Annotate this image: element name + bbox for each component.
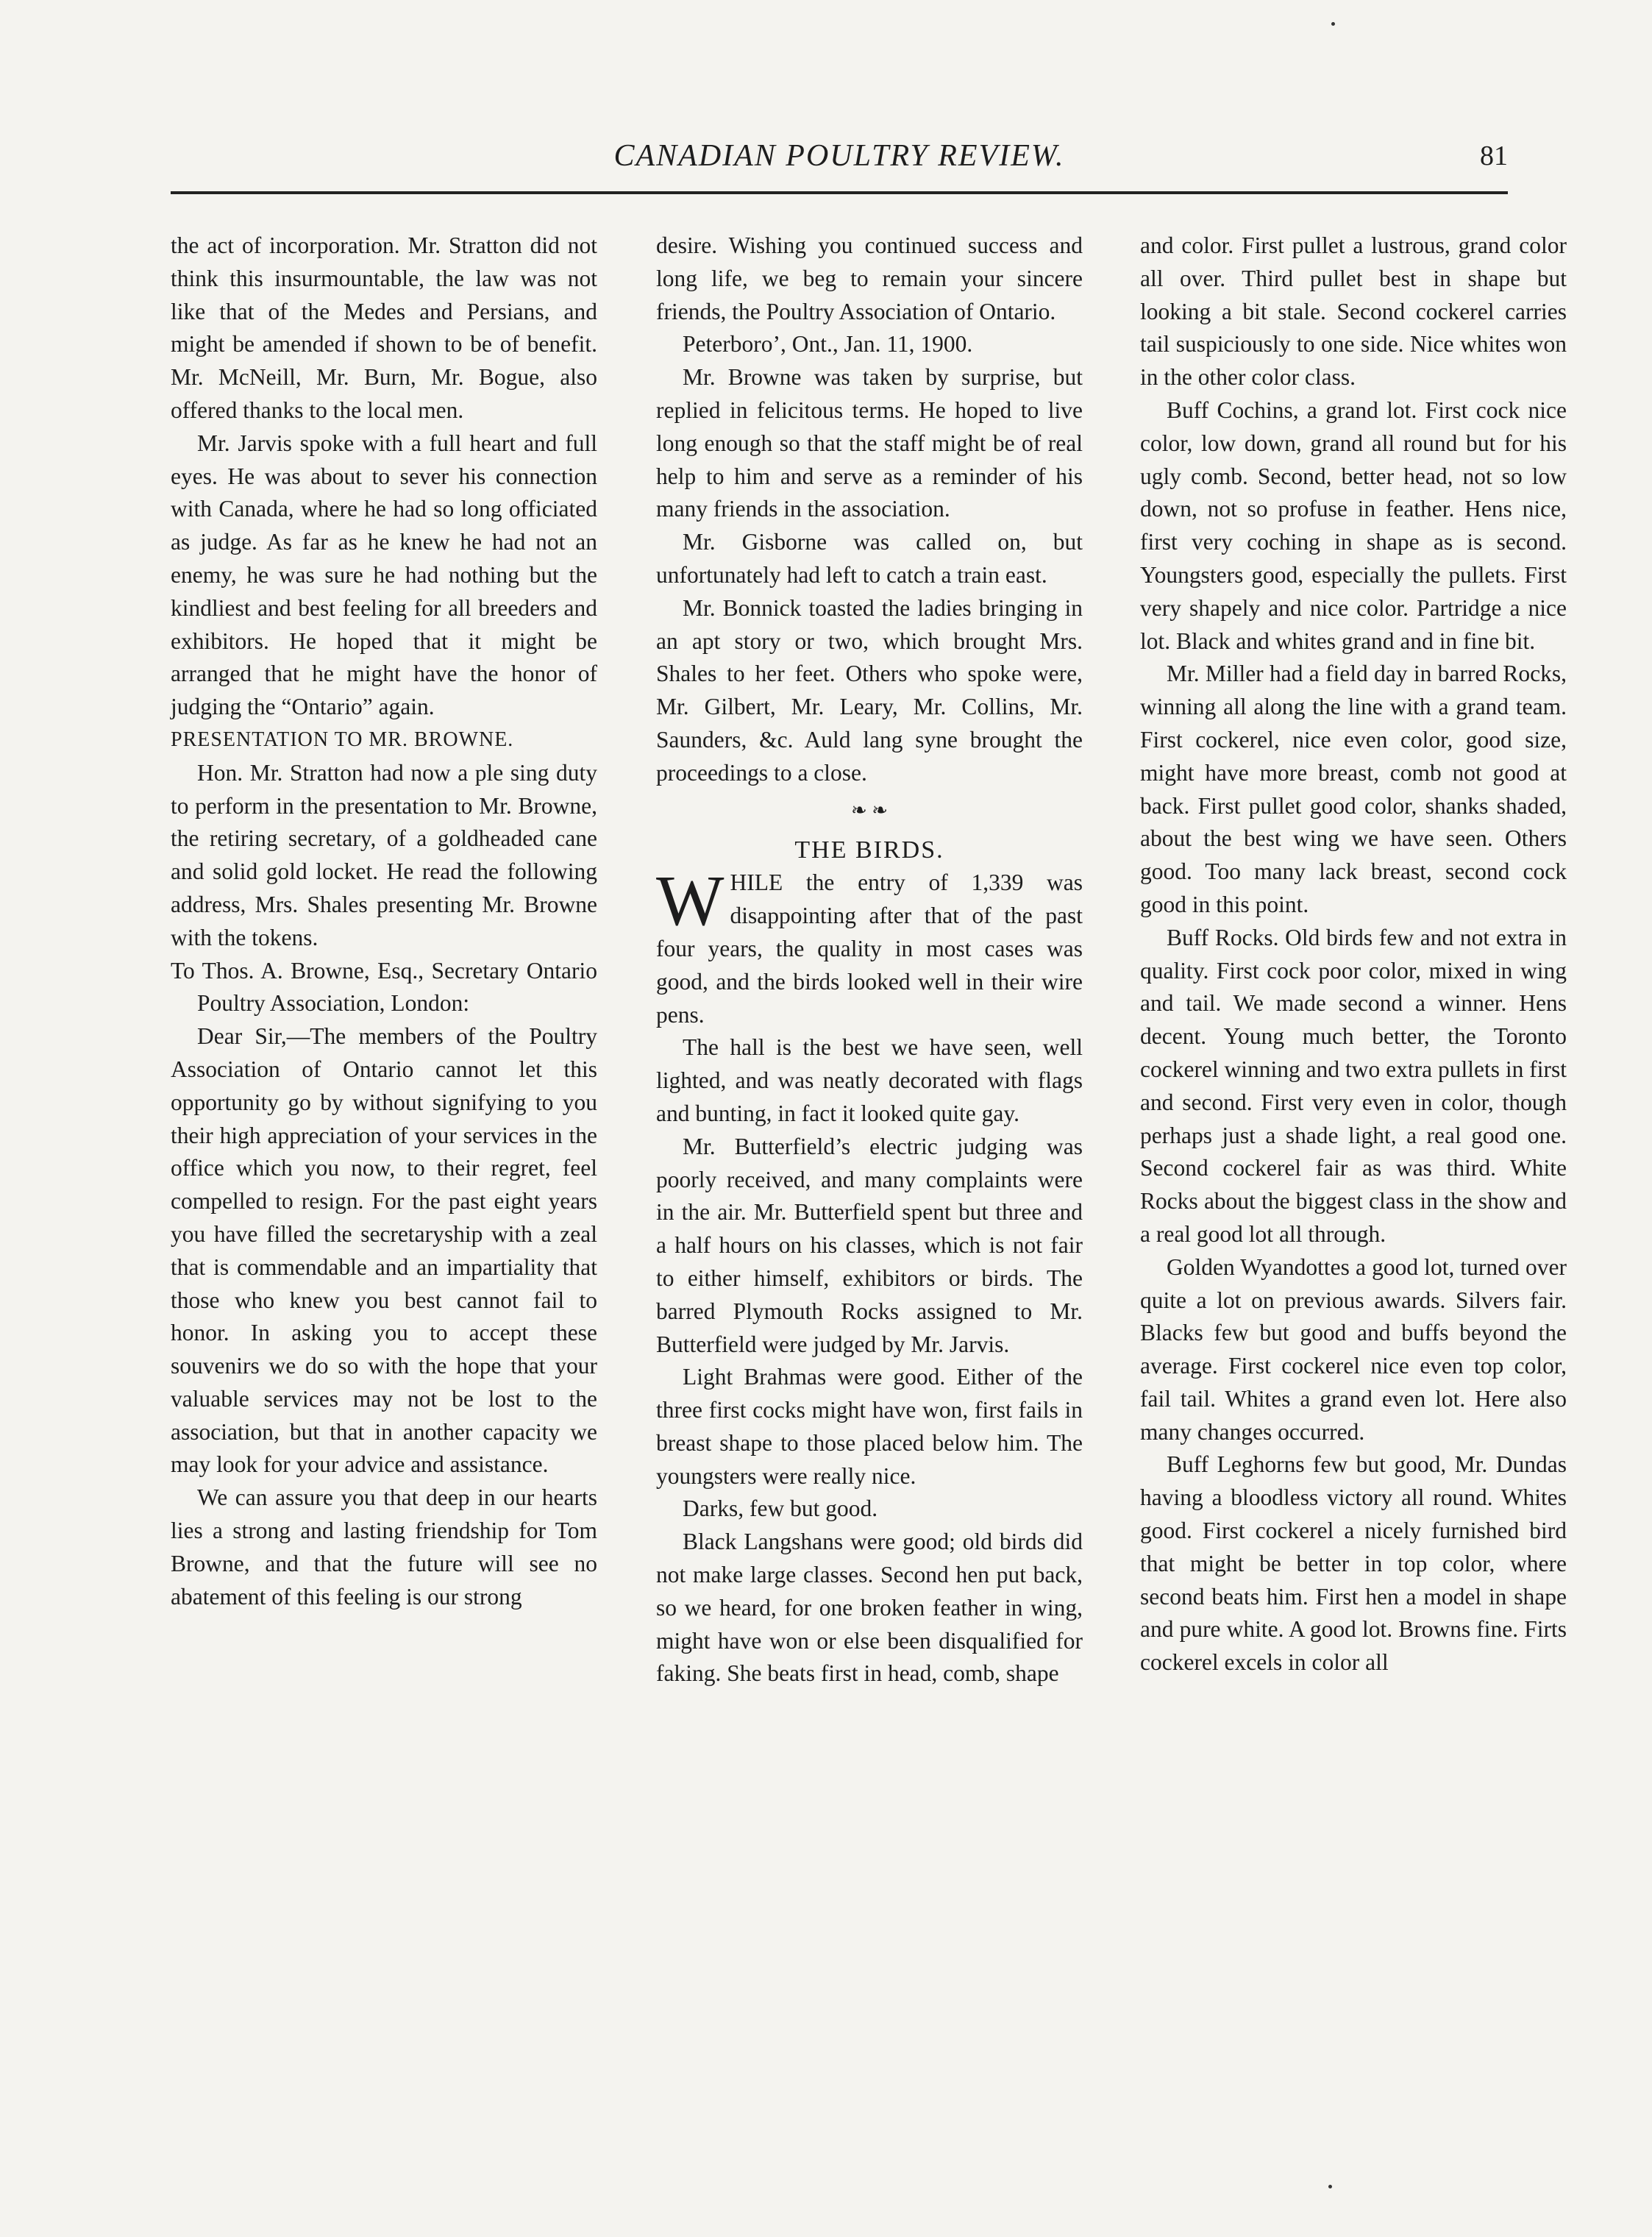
dateline: Peterboro’, Ont., Jan. 11, 1900. <box>683 331 973 358</box>
paragraph: Mr. Butterfield’s electric judging was poorly received, and many complaints were in the air. Mr. Butterfield spent but three and a half hours on his classes, which is not fair to either himself, exhibitors or birds. The barred Plymouth Rocks assigned to Mr. Butterfield were judged by Mr. Jarvis. <box>656 1133 1083 1357</box>
header-rule <box>171 191 1508 194</box>
column-right <box>1140 230 1567 1679</box>
paragraph: We can assure you that deep in our hearts lies a strong and lasting friendship for Tom Browne, and that the future will see no abatement of this feeling is our strong <box>171 1484 597 1610</box>
column-middle <box>656 230 1083 1690</box>
running-title: CANADIAN POULTRY REVIEW. <box>613 139 1065 173</box>
paragraph: Light Brahmas were good. Either of the three first cocks might have won, first fails in breast shape to those placed below him. The youngsters were really nice. <box>656 1364 1083 1489</box>
section-title: THE BIRDS. <box>794 836 944 864</box>
speck-mark <box>1328 2185 1332 2188</box>
paragraph: The hall is the best we have seen, well lighted, and was neatly decorated with flags and bunting, in fact it looked quite gay. <box>656 1034 1083 1126</box>
paragraph: Dear Sir,—The members of the Poultry Association of Ontario cannot let this opportunity go by without signifying to you their high appreciation of your services in the office which you now, to their regret, feel compelled to resign. For the past eight years you have filled the secretaryship with a zeal that is commendable and an impartiality that those who knew you best cannot fail to honor. In asking you to accept these souvenirs we do so with the hope that your valuable services may not be lost to the association, but that in another capacity we may look for your advice and assistance. <box>171 1023 597 1478</box>
paragraph: Buff Cochins, a grand lot. First cock nice color, low down, grand all round but for his ugly comb. Second, better head, not so low down, not so profuse in feather. Hens nice, first very coching in shape as is second. Youngsters good, especially the pullets. First very shapely and nice color. Partridge a nice lot. Black and whites grand and in fine bit. <box>1140 396 1567 654</box>
paragraph: and color. First pullet a lustrous, grand color all over. Third pullet best in shape but looking a bit stale. Second cockerel carries tail suspiciously to one side. Nice whites won in the other color class. <box>1140 232 1567 391</box>
paragraph: Buff Rocks. Old birds few and not extra in quality. First cock poor color, mixed in wing and tail. We made second a winner. Hens decent. Young much better, the Toronto cockerel winning and two extra pullets in first and second. First very even in color, though perhaps just a shade light, a real good one. Second cockerel fair as was third. White Rocks about the biggest class in the show and a real good lot all through. <box>1140 924 1567 1247</box>
paragraph: Mr. Bonnick toasted the ladies bringing in an apt story or two, which brought Mrs. Shales to her feet. Others who spoke were, Mr. Gilbert, Mr. Leary, Mr. Collins, Mr. Saunders, &c. Auld lang syne brought the proceedings to a close. <box>656 594 1083 786</box>
paragraph: Hon. Mr. Stratton had now a ple sing duty to perform in the presentation to Mr. Browne, the retiring secretary, of a goldheaded cane and solid gold locket. He read the following address, Mrs. Shales presenting Mr. Browne with the tokens. <box>171 759 597 950</box>
speck-mark <box>1331 22 1335 26</box>
paragraph: Golden Wyandottes a good lot, turned over quite a lot on previous awards. Silvers fair. Blacks few but good and buffs beyond the average. First cockerel nice even top color, fail tail. Whites a grand even lot. Here also many changes occurred. <box>1140 1253 1567 1445</box>
paragraph: desire. Wishing you continued success and long life, we beg to remain your sincere friends, the Poultry Association of Ontario. <box>656 232 1083 324</box>
address-salutation: To Thos. A. Browne, Esq., Secretary Ontario Poultry Association, London: <box>171 957 597 1017</box>
subsection-heading: PRESENTATION TO MR. BROWNE. <box>171 728 514 751</box>
paragraph: Mr. Browne was taken by surprise, but replied in felicitous terms. He hoped to live long enough so that the staff might be of real help to him and serve as a reminder of his many friends in the association. <box>656 364 1083 522</box>
paragraph <box>656 861 1083 1031</box>
paragraph: Mr. Gisborne was called on, but unfortunately had left to catch a train east. <box>656 529 1083 588</box>
paragraph: Darks, few but good. <box>683 1496 878 1522</box>
paragraph: Buff Leghorns few but good, Mr. Dundas having a bloodless victory all round. Whites good. First cockerel a nicely furnished bird that might be better in top color, where second beats him. First hen a model in shape and pure white. A good lot. Browns fine. Firts cockerel excels in color all <box>1140 1451 1567 1676</box>
drop-cap: W <box>656 861 724 942</box>
page-number: 81 <box>1480 141 1508 171</box>
paragraph: Mr. Jarvis spoke with a full heart and full eyes. He was about to sever his connection with Canada, where he had so long officiated as judge. As far as he knew he had not an enemy, he was sure he had nothing but the kindliest and best feeling for all breeders and exhibitors. He hoped that it might be arranged that he might have the honor of judging the “Ontario” again. <box>171 430 597 720</box>
column-left <box>171 230 597 1613</box>
paragraph: the act of incorporation. Mr. Stratton did not think this insurmountable, the law was not like that of the Medes and Persians, and might be amended if shown to be of benefit. Mr. McNeill, Mr. Burn, Mr. Bogue, also offered thanks to the local men. <box>171 232 597 423</box>
page-header <box>171 138 1508 182</box>
paragraph-text: HILE the entry of 1,339 was disappointing after that of the past four years, the quality in most cases was good, and the birds looked well in their wire pens. <box>656 869 1083 1028</box>
paragraph: Mr. Miller had a field day in barred Rocks, winning all along the line with a grand team. First cockerel, nice even color, good size, might have more breast, comb not good at back. First pullet good color, shanks shaded, about the best wing we have seen. Others good. Too many lack breast, second cock good in this point. <box>1140 661 1567 917</box>
paragraph: Black Langshans were good; old birds did not make large classes. Second hen put back, so we heard, for one broken feather in wing, might have won or else been disqualified for faking. She beats first in head, comb, shape <box>656 1529 1083 1687</box>
section-ornament: ❧ ❧ <box>850 799 889 821</box>
